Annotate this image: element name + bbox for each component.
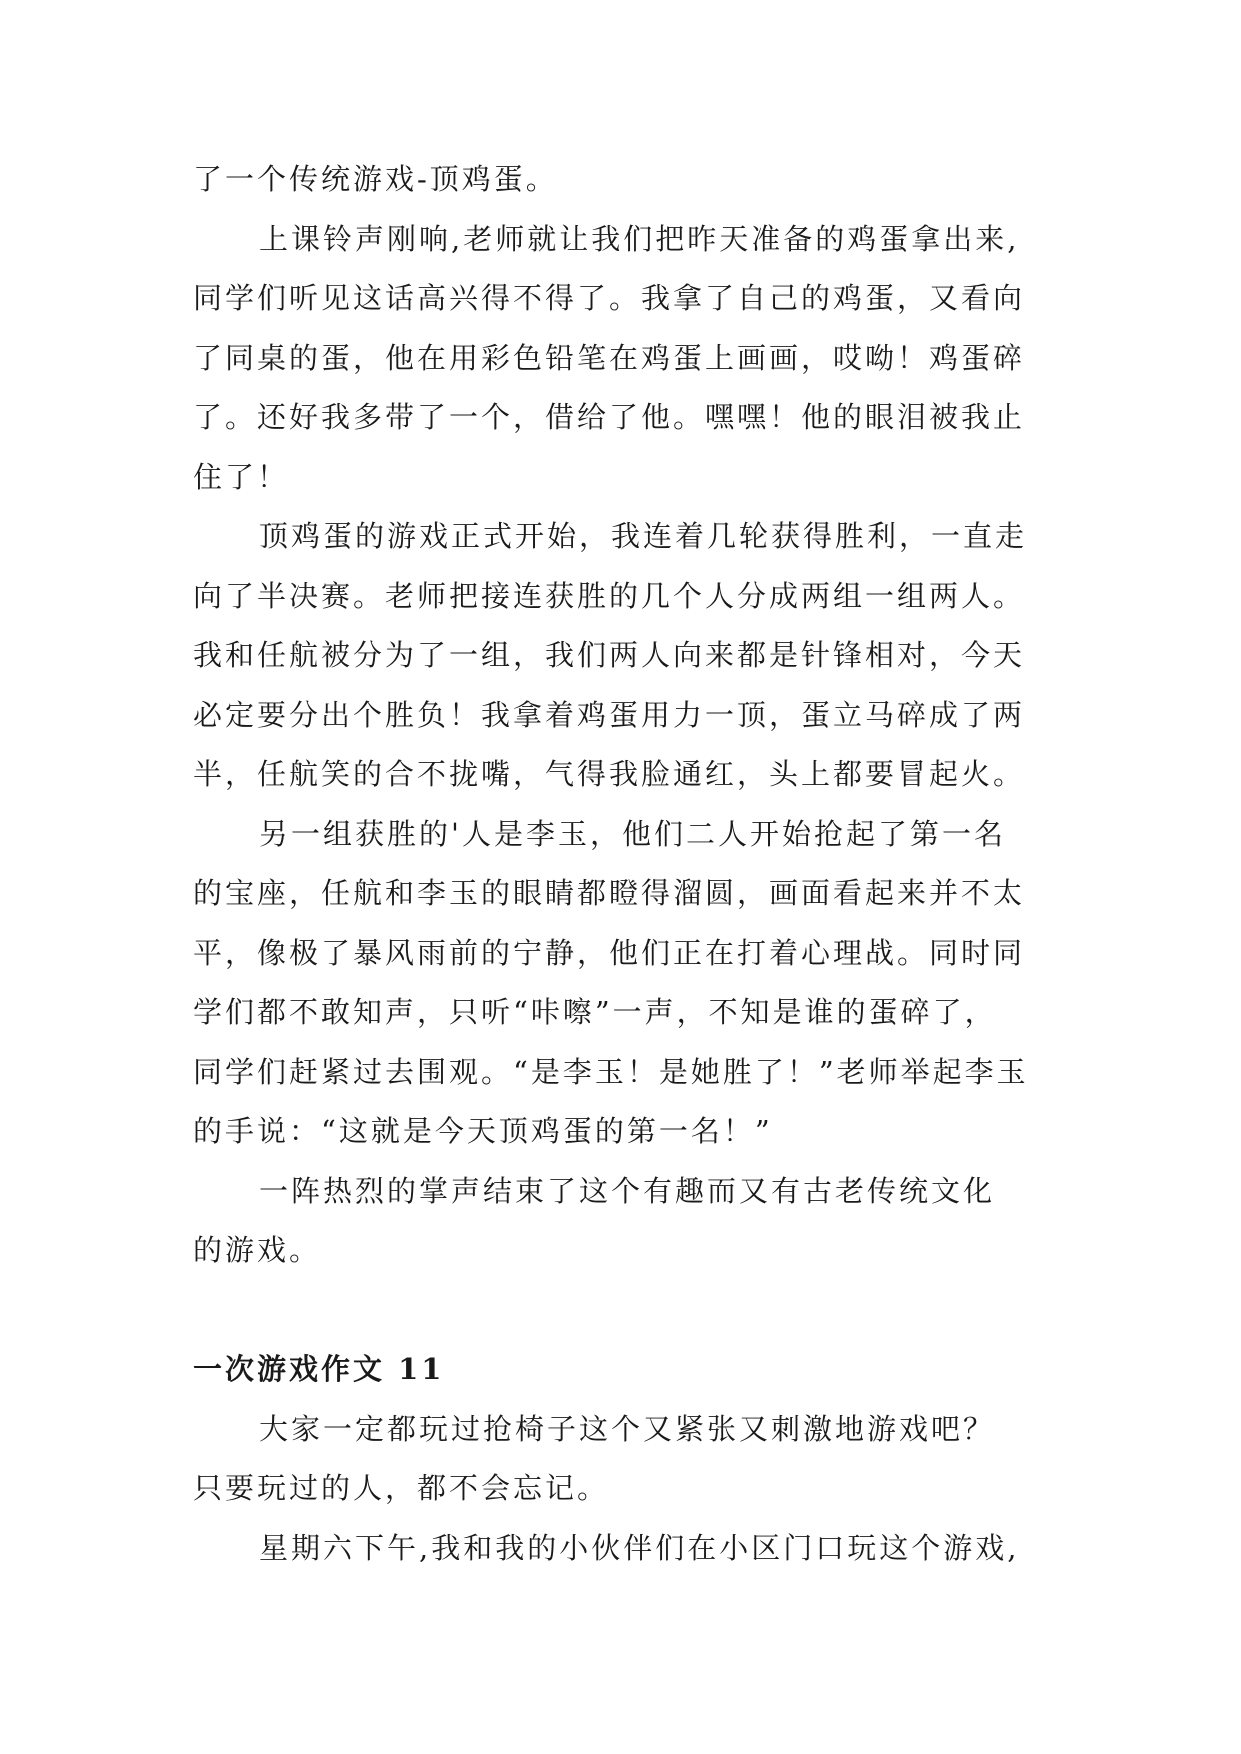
essay-heading: 一次游戏作文 11 xyxy=(193,1352,445,1386)
paragraph-saturday xyxy=(193,1519,1093,1579)
text-line: 另一组获胜的'人是李玉，他们二人开始抢起了第一名 xyxy=(259,816,1006,851)
text-line: 必定要分出个胜负！我拿着鸡蛋用力一顶，蛋立马碎成了两 xyxy=(193,697,1026,732)
text-line: 的手说：“这就是今天顶鸡蛋的第一名！” xyxy=(193,1114,773,1148)
text-line: 了同桌的蛋，他在用彩色铅笔在鸡蛋上画画，哎呦！鸡蛋碎 xyxy=(193,340,1026,375)
text-line: 我和任航被分为了一组，我们两人向来都是针锋相对，今天 xyxy=(193,638,1026,672)
text-line: 同学们赶紧过去围观。“是李玉！是她胜了！”老师举起李玉 xyxy=(193,1054,1029,1089)
text-line: 半，任航笑的合不拢嘴，气得我脸通红，头上都要冒起火。 xyxy=(193,757,1026,791)
blank-line xyxy=(193,1281,1093,1341)
text-line: 学们都不敢知声，只听“咔嚓”一声，不知是谁的蛋碎了， xyxy=(193,995,997,1029)
text-line: 了。还好我多带了一个，借给了他。嘿嘿！他的眼泪被我止 xyxy=(193,400,1026,434)
paragraph-musical-chairs-intro xyxy=(193,1400,1093,1519)
paragraph-conclusion xyxy=(193,1162,1093,1281)
text-line: 向了半决赛。老师把接连获胜的几个人分成两组一组两人。 xyxy=(193,578,1026,613)
text-line: 只要玩过的人，都不会忘记。 xyxy=(193,1471,610,1505)
paragraph-class-bell xyxy=(193,210,1093,508)
paragraph-game-start xyxy=(193,507,1093,805)
text-line: 上课铃声刚响,老师就让我们把昨天准备的鸡蛋拿出来, xyxy=(259,221,1020,256)
text-line: 一阵热烈的掌声结束了这个有趣而又有古老传统文化 xyxy=(259,1173,996,1208)
paragraph-final-match xyxy=(193,805,1093,1162)
text-line: 住了！ xyxy=(193,459,290,494)
text-line: 的游戏。 xyxy=(193,1233,322,1267)
text-line: 平，像极了暴风雨前的宁静，他们正在打着心理战。同时同 xyxy=(193,935,1026,970)
text-line: 同学们听见这话高兴得不得了。我拿了自己的鸡蛋，又看向 xyxy=(193,281,1026,315)
text-line: 了一个传统游戏-顶鸡蛋。 xyxy=(193,162,558,196)
text-line: 星期六下午,我和我的小伙伴们在小区门口玩这个游戏, xyxy=(259,1530,1020,1565)
text-line: 顶鸡蛋的游戏正式开始，我连着几轮获得胜利，一直走 xyxy=(259,519,1028,553)
text-line: 大家一定都玩过抢椅子这个又紧张又刺激地游戏吧？ xyxy=(259,1411,996,1446)
paragraph-continuation xyxy=(193,150,1093,210)
text-line: 的宝座，任航和李玉的眼睛都瞪得溜圆，画面看起来并不太 xyxy=(193,876,1026,910)
document-body xyxy=(193,150,1093,1578)
